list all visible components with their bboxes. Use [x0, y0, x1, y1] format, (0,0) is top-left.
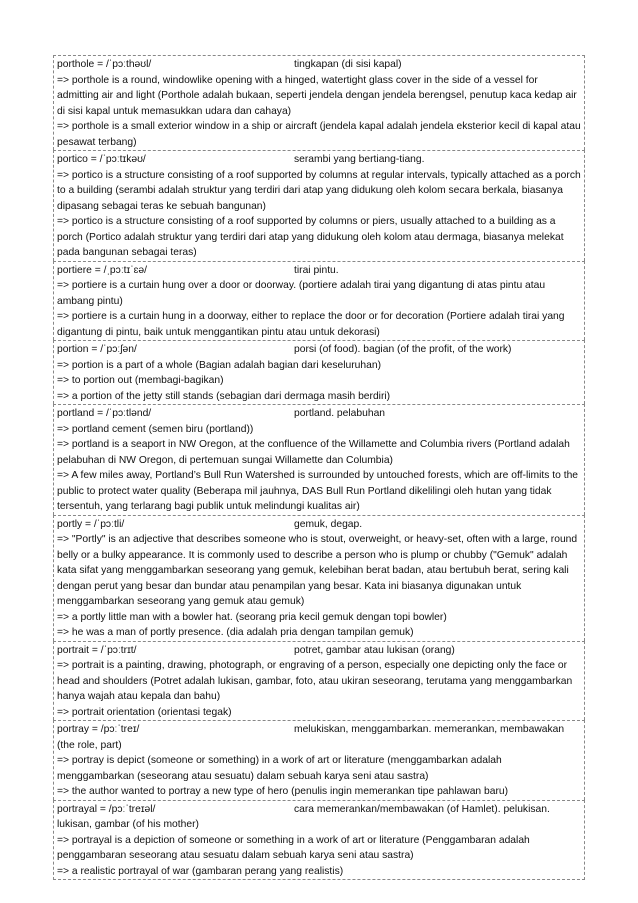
dictionary-entry	[53, 515, 585, 641]
translation: portland. pelabuhan	[294, 408, 386, 419]
headword: portiere = /ˌpɔːtɪˈɛə/	[57, 264, 147, 276]
dictionary-entry	[53, 404, 585, 515]
dictionary-entry	[53, 720, 585, 800]
example-line: => portrait is a painting, drawing, photograph, or engraving of a person, especially one depicting only the face or head and shoulders (Potret adalah lukisan, gambar, foto, atau ukiran seseorang, terutama yang menggambarkan hanya wajah atau kepala dan bahu)	[57, 660, 573, 702]
translation: gemuk, degap.	[294, 518, 363, 530]
translation: tingkapan (di sisi kapal)	[294, 59, 402, 70]
example-line: => portiere is a curtain hung in a doorway, either to replace the door or for decoration (Portiere adalah tirai yang digantung di pintu, baik untuk menggantikan pintu atau untuk dekorasi)	[57, 311, 565, 338]
translation: melukiskan, menggambarkan. memerankan, membawakan	[294, 724, 565, 735]
headword: portrait = /ˈpɔːtrɪt/	[57, 644, 137, 656]
example-line: => portico is a structure consisting of a roof supported by columns or piers, usually attached to a building as a porch (Portico adalah struktur yang terdiri dari atap yang didukung oleh kolom atau dermaga, biasanya melekat pada bangunan sebagai teras)	[57, 216, 564, 258]
entry-headline	[57, 342, 581, 358]
example-line: => porthole is a small exterior window in a ship or aircraft (jendela kapal adalah jendela eksterior kecil di kapal atau pesawat terbang)	[57, 121, 581, 148]
example-line: => portrait orientation (orientasi tegak)	[57, 706, 232, 718]
example-line: => the author wanted to portray a new type of hero (penulis ingin memerankan tipe pahlawan baru)	[57, 786, 509, 797]
dictionary-entry	[53, 340, 585, 404]
translation: tirai pintu.	[294, 264, 339, 276]
example-line: => to portion out (membagi-bagikan)	[57, 375, 224, 386]
example-line: => porthole is a round, windowlike opening with a hinged, watertight glass cover in the side of a vessel for admitting air and light (Porthole adalah bukaan, seperti jendela dengan jendela berengsel, penutup kaca kedap air di sisi kapal untuk memasukkan udara dan cahaya)	[57, 74, 577, 117]
headword: portico = /ˈpɔːtɪkəʊ/	[57, 154, 146, 165]
translation: porsi (of food). bagian (of the profit, of the work)	[294, 344, 512, 355]
headword: portland = /ˈpɔːtlənd/	[57, 408, 152, 419]
headword: portrayal = /pɔːˈtreɪəl/	[57, 803, 156, 815]
translation: potret, gambar atau lukisan (orang)	[294, 644, 455, 656]
translation-continuation: lukisan, gambar (of his mother)	[57, 819, 199, 830]
headword: portion = /ˈpɔːʃən/	[57, 344, 137, 355]
headword: porthole = /ˈpɔːthəʊl/	[57, 59, 152, 70]
headword: portray = /pɔːˈtreɪ/	[57, 724, 140, 735]
example-line: => a realistic portrayal of war (gambaran perang yang realistis)	[57, 865, 344, 877]
example-line: => portrayal is a depiction of someone or something in a work of art or literature (Penggambaran adalah penggambaran seseorang atau sesuatu dalam sebuah karya seni atau sastra)	[57, 834, 530, 861]
dictionary-entry	[53, 261, 585, 341]
dictionary-entry	[53, 55, 585, 150]
entry-headline	[57, 517, 581, 533]
example-line: => portico is a structure consisting of a roof supported by columns at regular intervals, typically attached as a porch to a building (serambi adalah struktur yang terdiri dari atap yang didukung oleh kolom secara berkala, biasanya dipasang sebagai teras ke sebuah bangunan)	[57, 169, 581, 212]
translation: serambi yang bertiang-tiang.	[294, 154, 425, 165]
entry-headline	[57, 57, 581, 73]
entry-headline	[57, 152, 581, 168]
entry-headline	[57, 406, 581, 422]
example-line: => portiere is a curtain hung over a door or doorway. (portiere adalah tirai yang digantung di atas pintu atau ambang pintu)	[57, 280, 546, 307]
entry-headline	[57, 802, 581, 818]
document-page	[53, 55, 585, 880]
example-line: => "Portly" is an adjective that describes someone who is stout, overweight, or heavy-set, often with a large, round belly or a bulky appearance. It is commonly used to describe a person who is plump or chubby ("Gemuk" adalah kata sifat yang menggambarkan seseorang yang gemuk, kelebihan berat badan, atau bertubuh berat, sering kali dengan perut yang besar dan bundar atau penampilan yang besar. Kata ini biasanya digunakan untuk menggambarkan seseorang yang gemuk atau gemuk)	[57, 534, 578, 607]
entry-headline	[57, 263, 581, 279]
translation: cara memerankan/membawakan (of Hamlet). pelukisan.	[294, 803, 550, 815]
dictionary-entry	[53, 641, 585, 721]
entry-headline	[57, 643, 581, 659]
dictionary-entry	[53, 800, 585, 881]
example-line: => a portion of the jetty still stands (sebagian dari dermaga masih berdiri)	[57, 390, 391, 402]
example-line: => portland is a seaport in NW Oregon, at the confluence of the Willamette and Columbia rivers (Portland adalah pelabuhan di NW Oregon, di pertemuan sungai Willamette dan Columbia)	[57, 439, 570, 466]
example-line: => portland cement (semen biru (portland))	[57, 423, 254, 435]
entry-headline	[57, 722, 581, 738]
translation-continuation: (the role, part)	[57, 739, 122, 751]
example-line: => portray is depict (someone or something) in a work of art or literature (menggambarkan adalah menggambarkan (seseorang atau sesuatu) dalam sebuah karya seni atau sastra)	[57, 755, 502, 782]
headword: portly = /ˈpɔːtli/	[57, 518, 125, 530]
example-line: => portion is a part of a whole (Bagian adalah bagian dari keseluruhan)	[57, 359, 381, 371]
example-line: => a portly little man with a bowler hat. (seorang pria kecil gemuk dengan topi bowler)	[57, 611, 447, 623]
example-line: => A few miles away, Portland’s Bull Run Watershed is surrounded by untouched forests, which are off-limits to the public to protect water quality (Beberapa mil jauhnya, DAS Bull Run Portland dikelilingi oleh hutan yang tidak tersentuh, yang terlarang bagi publik untuk melindungi kualitas air)	[57, 470, 579, 512]
dictionary-entry	[53, 150, 585, 261]
example-line: => he was a man of portly presence. (dia adalah pria dengan tampilan gemuk)	[57, 627, 414, 638]
